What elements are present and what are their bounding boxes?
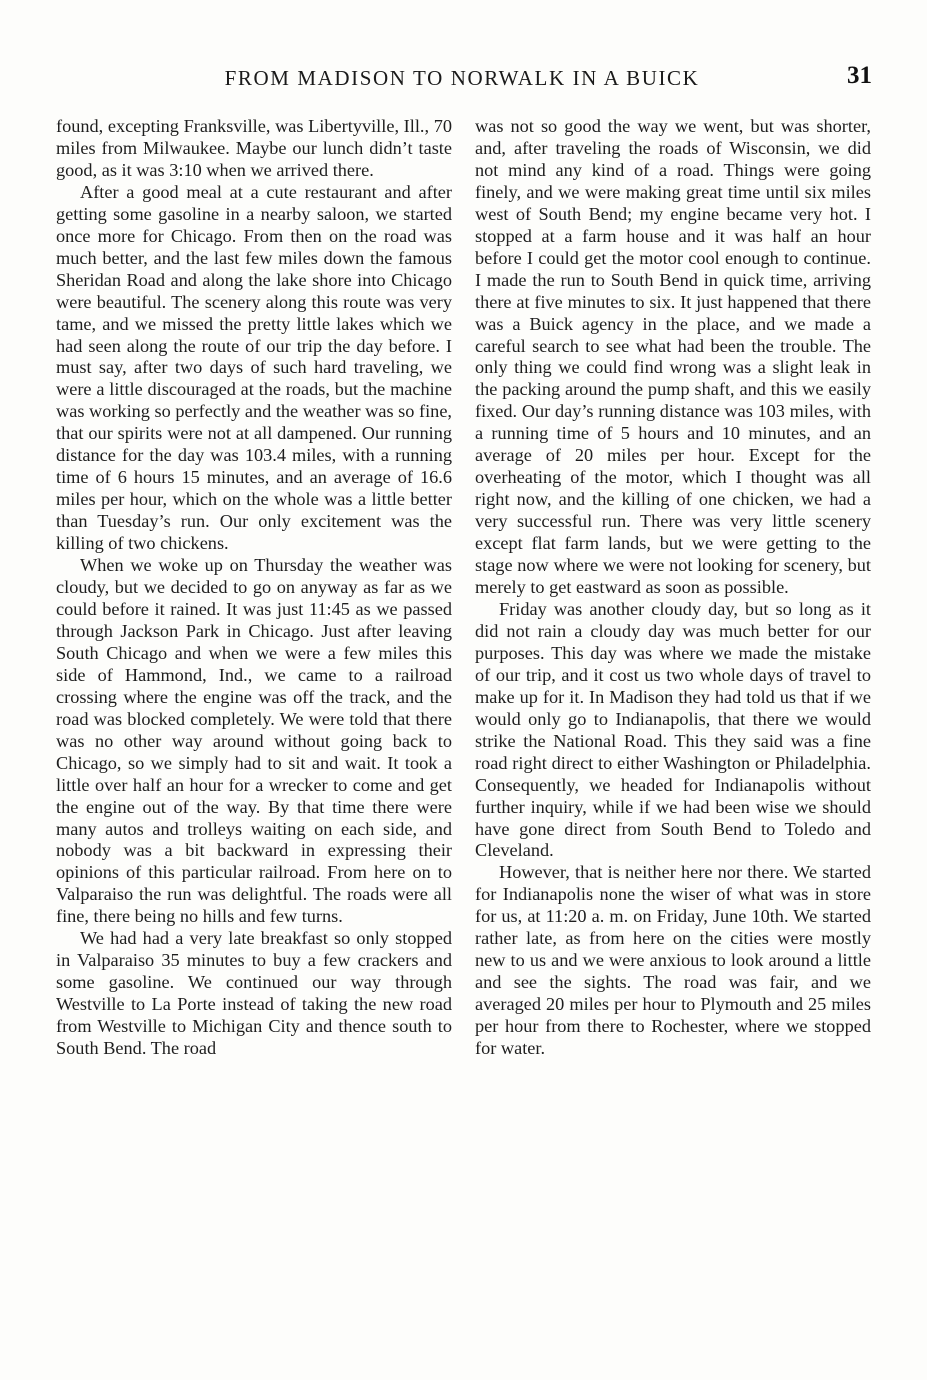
running-header — [52, 60, 872, 96]
paragraph: When we woke up on Thursday the weather was cloudy, but we decided to go on anyway as far as we could before it rained. It was just 11:45 as we passed through Jackson Park in Chicago. Just after leaving South Chicago and when we were a few miles this side of Hammond, Ind., we came to a railroad crossing where the engine was off the track, and the road was blocked completely. We were told that there was no other way around without going back to Chicago, so we simply had to sit and wait. It took a little over half an hour for a wrecker to come and get the engine out of the way. By that time there were many autos and trolleys waiting on each side, and nobody was a bit backward in expressing their opinions of this particular railroad. From here on to Valparaiso the run was delightful. The roads were all fine, there being no hills and few turns. — [56, 555, 452, 927]
paragraph: After a good meal at a cute restaurant and after getting some gasoline in a nearby saloon, we started once more for Chicago. From then on the road was much better, and the last few miles down the famous Sheridan Road and along the lake shore into Chicago were beautiful. The scenery along this route was very tame, and we missed the pretty little lakes which we had seen along the route of our trip the day before. I must say, after two days of such hard traveling, we were a little discouraged at the roads, but the machine was working so perfectly and the weather was so fine, that our spirits were not at all dampened. Our running distance for the day was 103.4 miles, with a running time of 6 hours 15 minutes, and an average of 16.6 miles per hour, which on the whole was a little better than Tuesday’s run. Our only excitement was the killing of two chickens. — [56, 181, 452, 554]
left-column — [56, 116, 452, 1060]
page-number: 31 — [847, 62, 872, 89]
right-column — [475, 116, 871, 1060]
paragraph: was not so good the way we went, but was shorter, and, after traveling the roads of Wisconsin, we did not mind any kind of a road. Things were going finely, and we were making great time until six miles west of South Bend; my engine became very hot. I stopped at a farm house and it was half an hour before I could get the motor cool enough to continue. I made the run to South Bend in quick time, arriving there at five minutes to six. It just happened that there was a Buick agency in the place, and we made a careful search to see what had been the trouble. The only thing we could find wrong was a slight leak in the packing around the pump shaft, and this we easily fixed. Our day’s running distance was 103 miles, with a running time of 5 hours and 10 minutes, and an average of 20 miles per hour. Except for the overheating of the motor, which I thought was all right now, and the killing of one chicken, we had a very successful run. There was very little scenery except flat farm lands, but we were getting to the stage now where we were not looking for scenery, but merely to get eastward as soon as possible. — [475, 116, 871, 598]
paragraph: We had had a very late breakfast so only stopped in Valparaiso 35 minutes to buy a few crackers and some gasoline. We continued our way through Westville to La Porte instead of taking the new road from Westville to Michigan City and thence south to South Bend. The road — [56, 928, 452, 1059]
paragraph: Friday was another cloudy day, but so long as it did not rain a cloudy day was much better for our purposes. This day was where we made the mistake of our trip, and it cost us two whole days of travel to make up for it. In Madison they had told us that if we would only go to Indianapolis, that there we would strike the National Road. This they said was a fine road right direct to either Washington or Philadelphia. Consequently, we headed for Indianapolis without further inquiry, while if we had been wise we should have gone direct from South Bend to Toledo and Cleveland. — [475, 598, 871, 861]
paragraph: found, excepting Franksville, was Libertyville, Ill., 70 miles from Milwaukee. Maybe our lunch didn’t taste good, as it was 3:10 when we arrived there. — [56, 116, 452, 180]
paragraph: However, that is neither here nor there. We started for Indianapolis none the wiser of what was in store for us, at 11:20 a. m. on Friday, June 10th. We started rather late, as from here on the cities were mostly new to us and we were anxious to look around a little and see the sights. The road was fair, and we averaged 20 miles per hour to Plymouth and 25 miles per hour from there to Rochester, where we stopped for water. — [475, 862, 871, 1059]
running-title: FROM MADISON TO NORWALK IN A BUICK — [224, 66, 700, 90]
